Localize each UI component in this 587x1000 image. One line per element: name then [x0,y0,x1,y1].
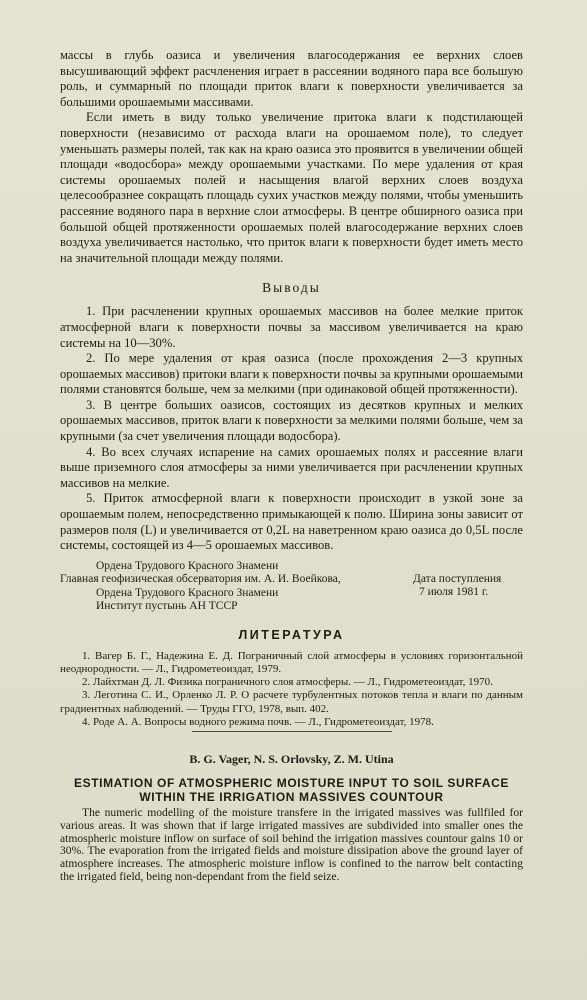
english-authors: B. G. Vager, N. S. Orlovsky, Z. M. Utina [189,752,394,767]
conclusion-item-3: 3. В центре больших оазисов, состоящих из десятков крупных и мелких орошаемых массивов, приток влаги к поверхности за мелкими полями больше, чем за крупными (за счет увеличения площади водосбора). [60,397,523,444]
affiliation-line-4: Институт пустынь АН ТССР [96,600,238,613]
affiliation-names [60,560,400,614]
reference-item: 4. Роде А. А. Вопросы водного режима почв. — Л., Гидрометеоиздат, 1978. [82,715,434,728]
english-title-line-2: WITHIN THE IRRIGATION MASSIVES COUNTOUR [139,789,444,804]
affiliation-line-2: Главная геофизическая обсерватория им. А. И. Воейкова, [60,573,341,586]
reference-item: 3. Леготина С. И., Орленко Л. Р. О расчете турбулентных потоков тепла и влаги по данным градиентных наблюдений. — Труды ГГО, 1978, вып. 402. [60,689,523,715]
affiliation-line-3: Ордена Трудового Красного Знамени [96,586,279,599]
reference-list [60,650,523,729]
affiliation-line-1: Ордена Трудового Красного Знамени [96,559,279,572]
literature-title: ЛИТЕРАТУРА [238,627,345,642]
conclusion-item-2: 2. По мере удаления от края оазиса (после прохождения 2—3 крупных орошаемых массивов) притоки влаги к поверхности почвы за крупными орошаемыми полями становятся больше, чем за мелкими (при одинаковой общей протяженности). [60,351,523,397]
reference-item: 2. Лайхтман Д. Л. Физика пограничного слоя атмосферы. — Л., Гидрометеоиздат, 1970. [82,676,493,689]
separator-rule [192,731,392,732]
reference-item: 1. Вагер Б. Г., Надежина Е. Д. Пограничный слой атмосферы в условиях горизонтальной неоднородности. — Л., Гидрометеоиздат, 1979. [60,649,523,676]
english-abstract: The numeric modelling of the moisture transfere in the irrigated massives was fullfiled for various areas. It was shown that if large irrigated massives are subdivided into smaller ones the atmospheric moisture inflow on surface of soil behind the irrigation massives countour gains 10 or 30%. The evaporation from the irrigated fields and moisture dissipation above the ground layer of atmosphere increases. The atmospheric moisture inflow is confined to the narrow belt contacting the irrigated field, being non-dependant from the field seize. [60,806,523,884]
english-title-line-1: ESTIMATION OF ATMOSPHERIC MOISTURE INPUT TO SOIL SURFACE [74,776,509,791]
affiliation-block [60,560,523,614]
conclusions-title: Выводы [262,280,321,296]
conclusion-item-5: 5. Приток атмосферной влаги к поверхности происходит в узкой зоне за орошаемым полем, непосредственно примыкающей к полю. Ширина зоны зависит от размеров поля (L) и увеличивается от 0,2L на наветренном краю оазиса до 0,5L после системы, состоящей из 4—5 орошаемых массивов. [60,491,523,553]
body-paragraph-2: Если иметь в виду только увеличение притока влаги к подстилающей поверхности (независимо от расхода влаги на орошаемом поле), то следует уменьшать размеры полей, так как на краю оазиса это проявится в увеличении общей площади «водосбора» между орошаемыми участками. По мере удаления от края системы орошаемых полей и насыщения влагой верхних слоев воздуха целесообразнее сокращать площадь сухих участков между полями, чтобы уменьшить рассеяние водяного пара в верхние слои атмосферы. В центре обширного оазиса при большой общей протяженности орошаемых полей влагосодержание верхних слоев воздуха увеличивается настолько, что приток влаги к поверхности будет иметь место на значительной площади между полями. [60,110,523,265]
conclusion-item-4: 4. Во всех случаях испарение на самих орошаемых полях и рассеяние влаги выше приземного слоя атмосферы за ними увеличивается при расчленении крупных массивов на мелкие. [60,444,523,490]
received-date-block [413,560,523,614]
received-date: 7 июля 1981 г. [419,586,489,599]
received-label: Дата поступления [413,572,502,585]
body-paragraph-1: массы в глубь оазиса и увеличения влагосодержания ее верхних слоев высушивающий эффект расчленения играет в рассеянии водяного пара все большую роль, и суммарный по площади приток влаги к поверхности увеличивается за большими орошаемыми массивами. [60,48,523,109]
conclusion-item-1: 1. При расчленении крупных орошаемых массивов на более мелкие приток атмосферной влаги к поверхности почвы за массивом увеличивается на краю системы на 10—30%. [60,304,523,350]
